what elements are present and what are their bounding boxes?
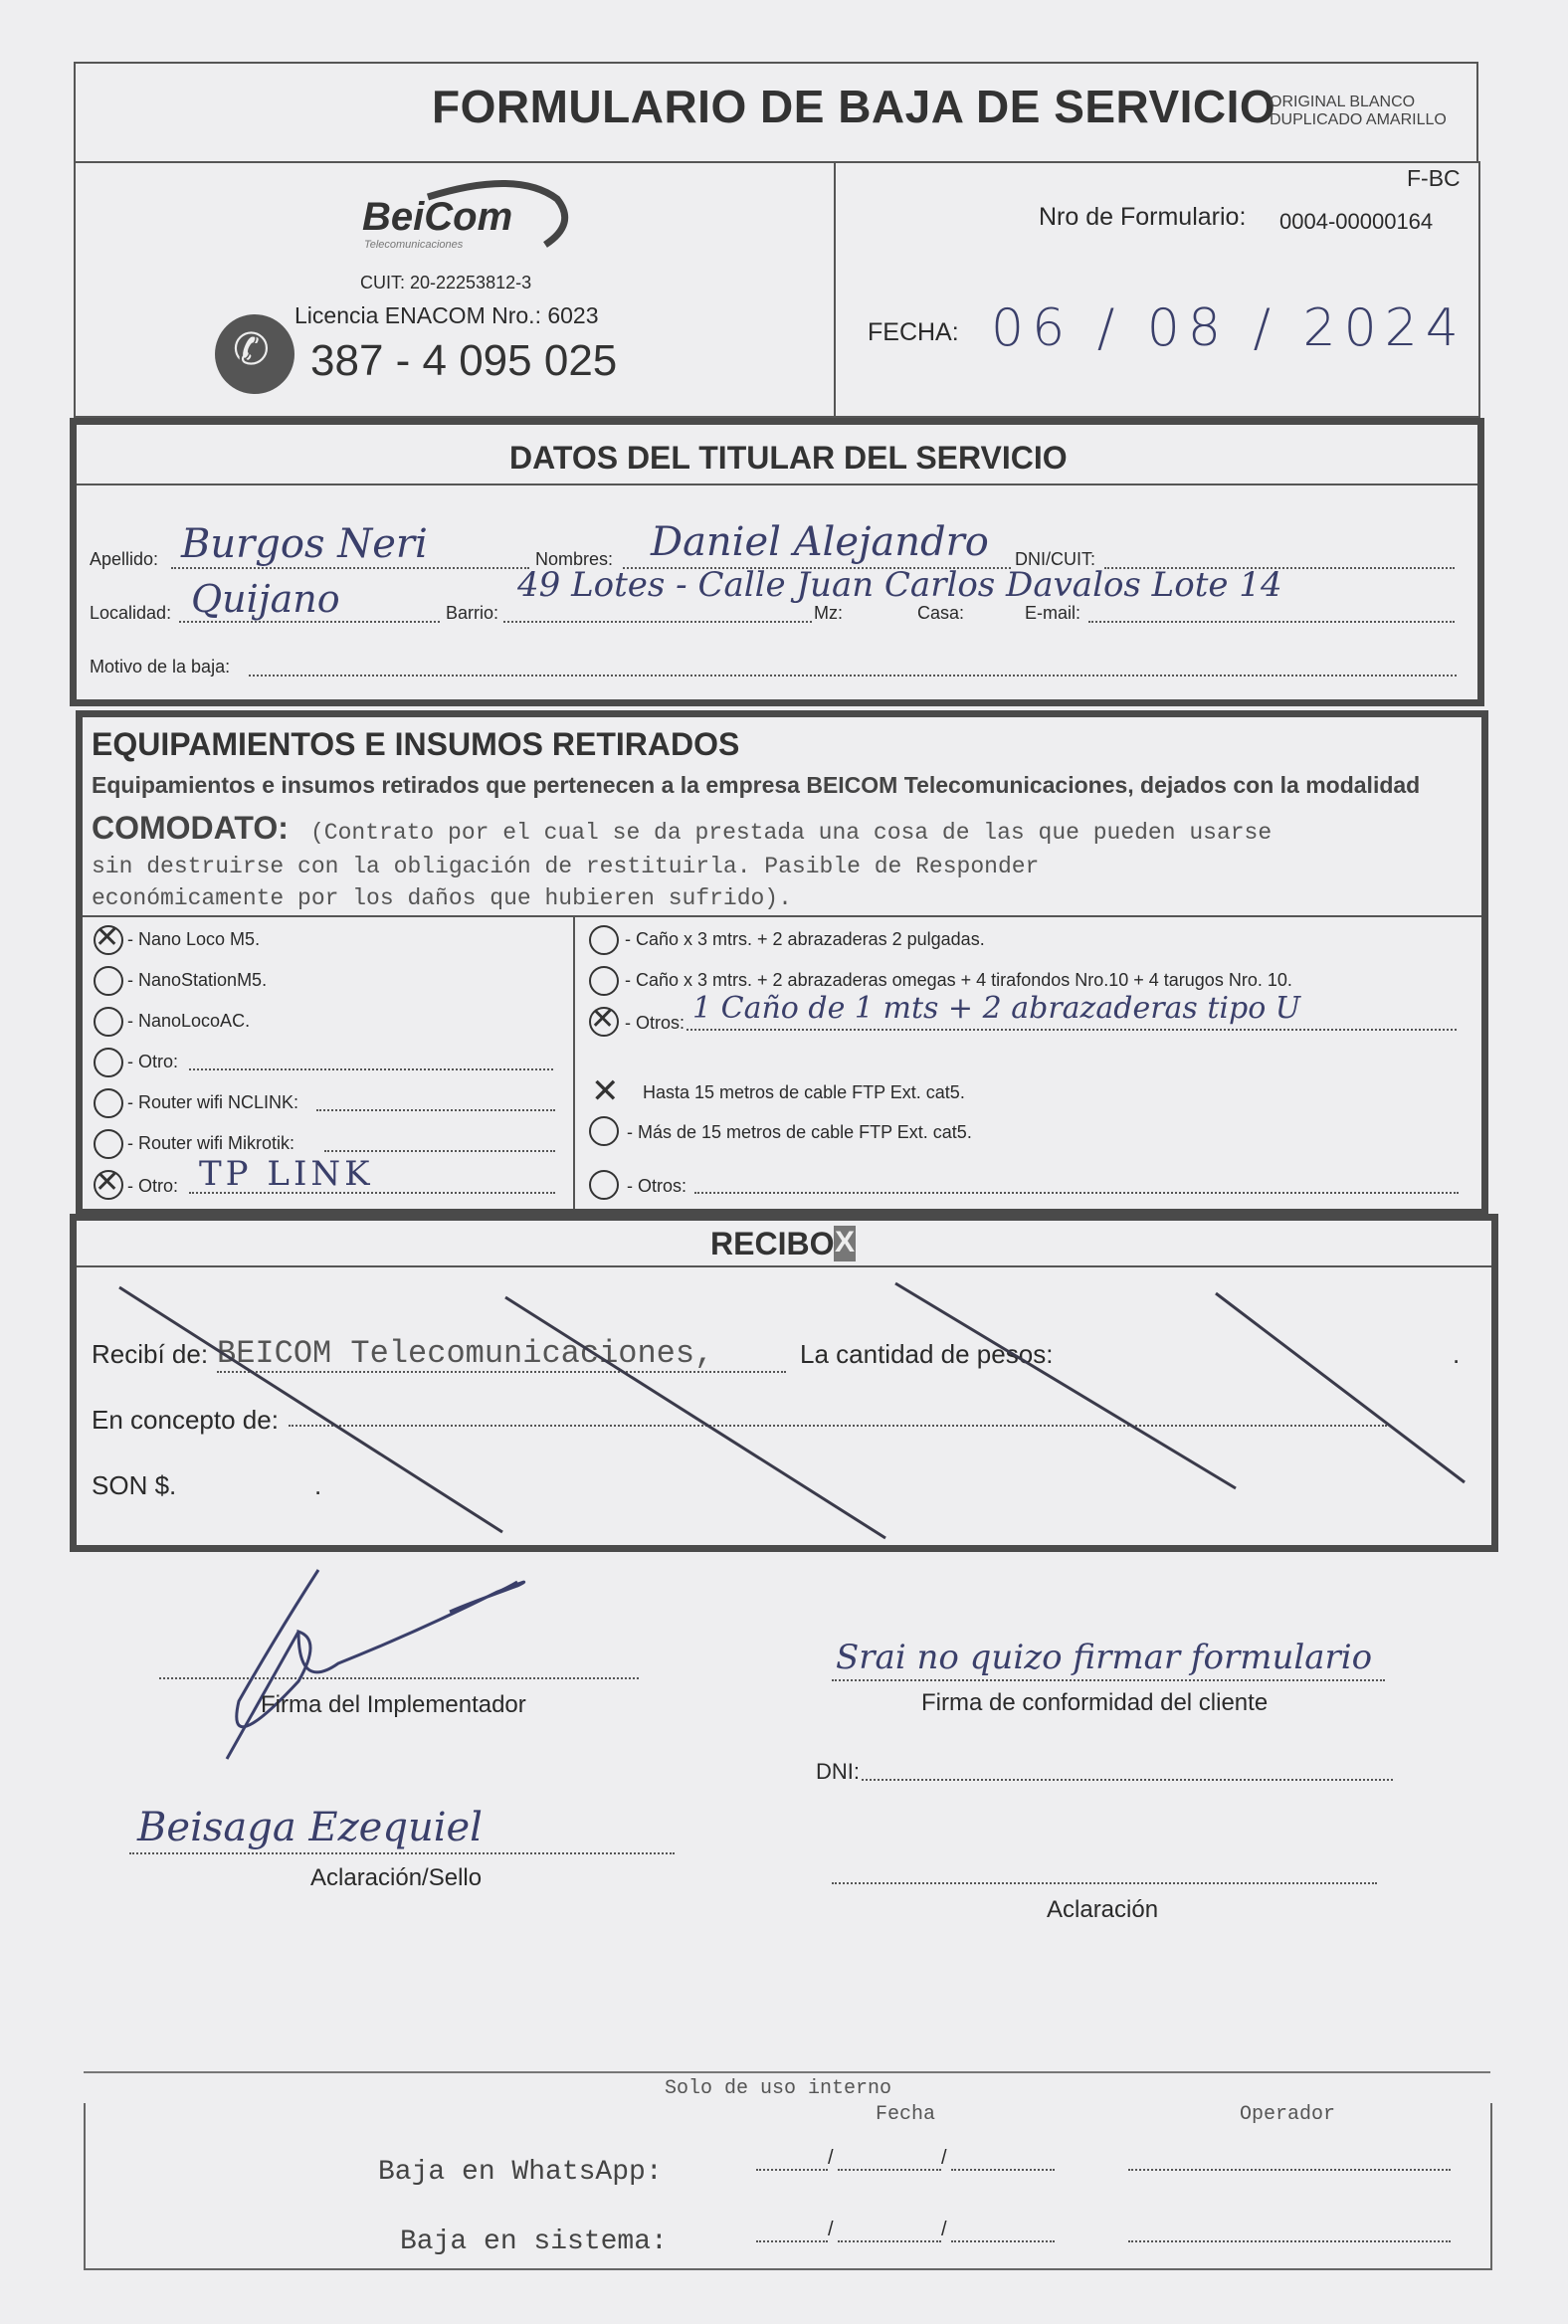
- company-cuit: CUIT: 20-22253812-3: [360, 273, 532, 292]
- item-cable-hasta-15: Hasta 15 metros de cable FTP Ext. cat5.: [643, 1082, 965, 1102]
- item-cano-omegas: - Caño x 3 mtrs. + 2 abrazaderas omegas + 4 tirafondos Nro.10 + 4 tarugos Nro. 10.: [625, 970, 1292, 990]
- date-label: FECHA:: [868, 318, 959, 346]
- whatsapp-date-year: [951, 2169, 1055, 2171]
- holder-section-title: DATOS DEL TITULAR DEL SERVICIO: [509, 440, 1068, 476]
- son-dot: .: [314, 1470, 322, 1500]
- sistema-date-year: [951, 2240, 1055, 2242]
- check-x-icon: ✕: [95, 920, 120, 955]
- item-nanoloco-ac: - NanoLocoAC.: [127, 1011, 251, 1031]
- son-label: SON $.: [92, 1470, 177, 1500]
- company-logo-sub: Telecomunicaciones: [364, 239, 464, 251]
- amount-label: La cantidad de pesos:: [800, 1339, 1054, 1369]
- client-note[interactable]: Srai no quizo firmar formulario: [836, 1638, 1373, 1677]
- item-otros-1: - Otros:: [625, 1013, 686, 1033]
- sistema-date-month: [838, 2240, 941, 2242]
- internal-box: [84, 2103, 1492, 2270]
- comodato-text-2: sin destruirse con la obligación de restituirla. Pasible de Responder: [92, 854, 1040, 879]
- equipment-intro: Equipamientos e insumos retirados que pertenecen a la empresa BEICOM Telecomunicaciones, dejados con la modalidad: [92, 772, 1421, 798]
- internal-row-sistema: Baja en sistema:: [400, 2227, 668, 2257]
- company-logo: BeiCom: [362, 195, 513, 239]
- internal-row-whatsapp: Baja en WhatsApp:: [378, 2157, 663, 2188]
- sistema-date-day: [756, 2240, 828, 2242]
- client-clarification-label: Aclaración: [1047, 1896, 1159, 1923]
- received-value[interactable]: BEICOM Telecomunicaciones,: [217, 1335, 714, 1372]
- form-number-label: Nro de Formulario:: [1039, 203, 1247, 231]
- item-otros-2: - Otros:: [627, 1176, 687, 1196]
- dni-label: DNI/CUIT:: [1015, 549, 1095, 569]
- whatsapp-date-slash-2: /: [941, 2147, 947, 2169]
- email-label: E-mail:: [1025, 603, 1081, 623]
- barrio-label: Barrio:: [446, 603, 499, 623]
- client-signature-label: Firma de conformidad del cliente: [921, 1689, 1269, 1716]
- otro-2-value[interactable]: TP LINK: [199, 1154, 374, 1194]
- sistema-date-slash-2: /: [941, 2219, 947, 2240]
- client-signature-line: [832, 1679, 1385, 1681]
- item-nanostation-m5: - NanoStationM5.: [127, 970, 268, 990]
- check-x-icon: ✕: [591, 1071, 620, 1111]
- item-router-mikrotik: - Router wifi Mikrotik:: [127, 1133, 295, 1153]
- item-cable-mas-15: - Más de 15 metros de cable FTP Ext. cat5.: [627, 1122, 972, 1142]
- received-label: Recibí de:: [92, 1339, 209, 1369]
- item-otro-1: - Otro:: [127, 1052, 179, 1071]
- comodato-text-1: (Contrato por el cual se da prestada una cosa de las que pueden usarse: [310, 820, 1273, 846]
- implementer-label: Firma del Implementador: [261, 1691, 526, 1718]
- whatsapp-date-slash-1: /: [828, 2147, 834, 2169]
- receipt-section-title: RECIBO: [710, 1226, 835, 1261]
- implementer-name[interactable]: Beisaga Ezequiel: [137, 1805, 483, 1850]
- mz-label: Mz:: [814, 603, 843, 623]
- item-router-nclink: - Router wifi NCLINK:: [127, 1092, 299, 1112]
- names-value[interactable]: Daniel Alejandro: [651, 519, 989, 565]
- internal-top-line: [84, 2071, 1490, 2073]
- date-value[interactable]: 06 / 08 / 2024: [991, 298, 1467, 358]
- company-license: Licencia ENACOM Nro.: 6023: [294, 302, 599, 328]
- surname-value[interactable]: Burgos Neri: [181, 521, 428, 567]
- sistema-operator-line: [1128, 2240, 1451, 2242]
- phone-glyph-icon: ✆: [233, 325, 270, 374]
- form-number: 0004-00000164: [1279, 209, 1434, 234]
- clarification-sello-label: Aclaración/Sello: [310, 1864, 483, 1891]
- concept-label: En concepto de:: [92, 1405, 279, 1435]
- item-otro-2: - Otro:: [127, 1176, 179, 1196]
- check-x-icon: ✕: [95, 1165, 120, 1200]
- locality-label: Localidad:: [90, 603, 172, 623]
- implementer-name-line: [129, 1852, 675, 1854]
- internal-title: Solo de uso interno: [665, 2077, 892, 2100]
- surname-label: Apellido:: [90, 549, 159, 569]
- item-nano-loco-m5: - Nano Loco M5.: [127, 929, 261, 949]
- equipment-section-title: EQUIPAMIENTOS E INSUMOS RETIRADOS: [92, 726, 740, 762]
- otros-1-value[interactable]: 1 Caño de 1 mts + 2 abrazaderas tipo U: [692, 991, 1301, 1026]
- comodato-word: COMODATO:: [92, 810, 289, 846]
- client-clarification-line: [832, 1882, 1377, 1884]
- receipt-title-mark: X: [834, 1226, 856, 1261]
- locality-value[interactable]: Quijano: [191, 577, 340, 621]
- casa-label: Casa:: [917, 603, 965, 623]
- form-title: FORMULARIO DE BAJA DE SERVICIO: [432, 81, 1276, 132]
- copy-note-duplicate: DUPLICADO AMARILLO: [1270, 111, 1447, 128]
- copy-note-original: ORIGINAL BLANCO: [1270, 94, 1416, 110]
- names-label: Nombres:: [535, 549, 614, 569]
- form-code: F-BC: [1407, 165, 1461, 191]
- sistema-date-slash-1: /: [828, 2219, 834, 2240]
- internal-col-date: Fecha: [876, 2103, 936, 2126]
- company-phone: 387 - 4 095 025: [310, 336, 618, 385]
- reason-label: Motivo de la baja:: [90, 657, 231, 677]
- client-dni-line: [862, 1779, 1393, 1781]
- client-dni-label: DNI:: [816, 1759, 860, 1784]
- amount-dot: .: [1453, 1339, 1461, 1369]
- item-cano-2-pulgadas: - Caño x 3 mtrs. + 2 abrazaderas 2 pulgadas.: [625, 929, 985, 949]
- barrio-value[interactable]: 49 Lotes - Calle Juan Carlos Davalos Lote 14: [517, 565, 1282, 605]
- whatsapp-date-day: [756, 2169, 828, 2171]
- whatsapp-operator-line: [1128, 2169, 1451, 2171]
- check-x-icon: ✕: [590, 1002, 616, 1037]
- whatsapp-date-month: [838, 2169, 941, 2171]
- internal-col-operator: Operador: [1240, 2103, 1336, 2126]
- comodato-text-3: económicamente por los daños que hubieren sufrido).: [92, 885, 792, 911]
